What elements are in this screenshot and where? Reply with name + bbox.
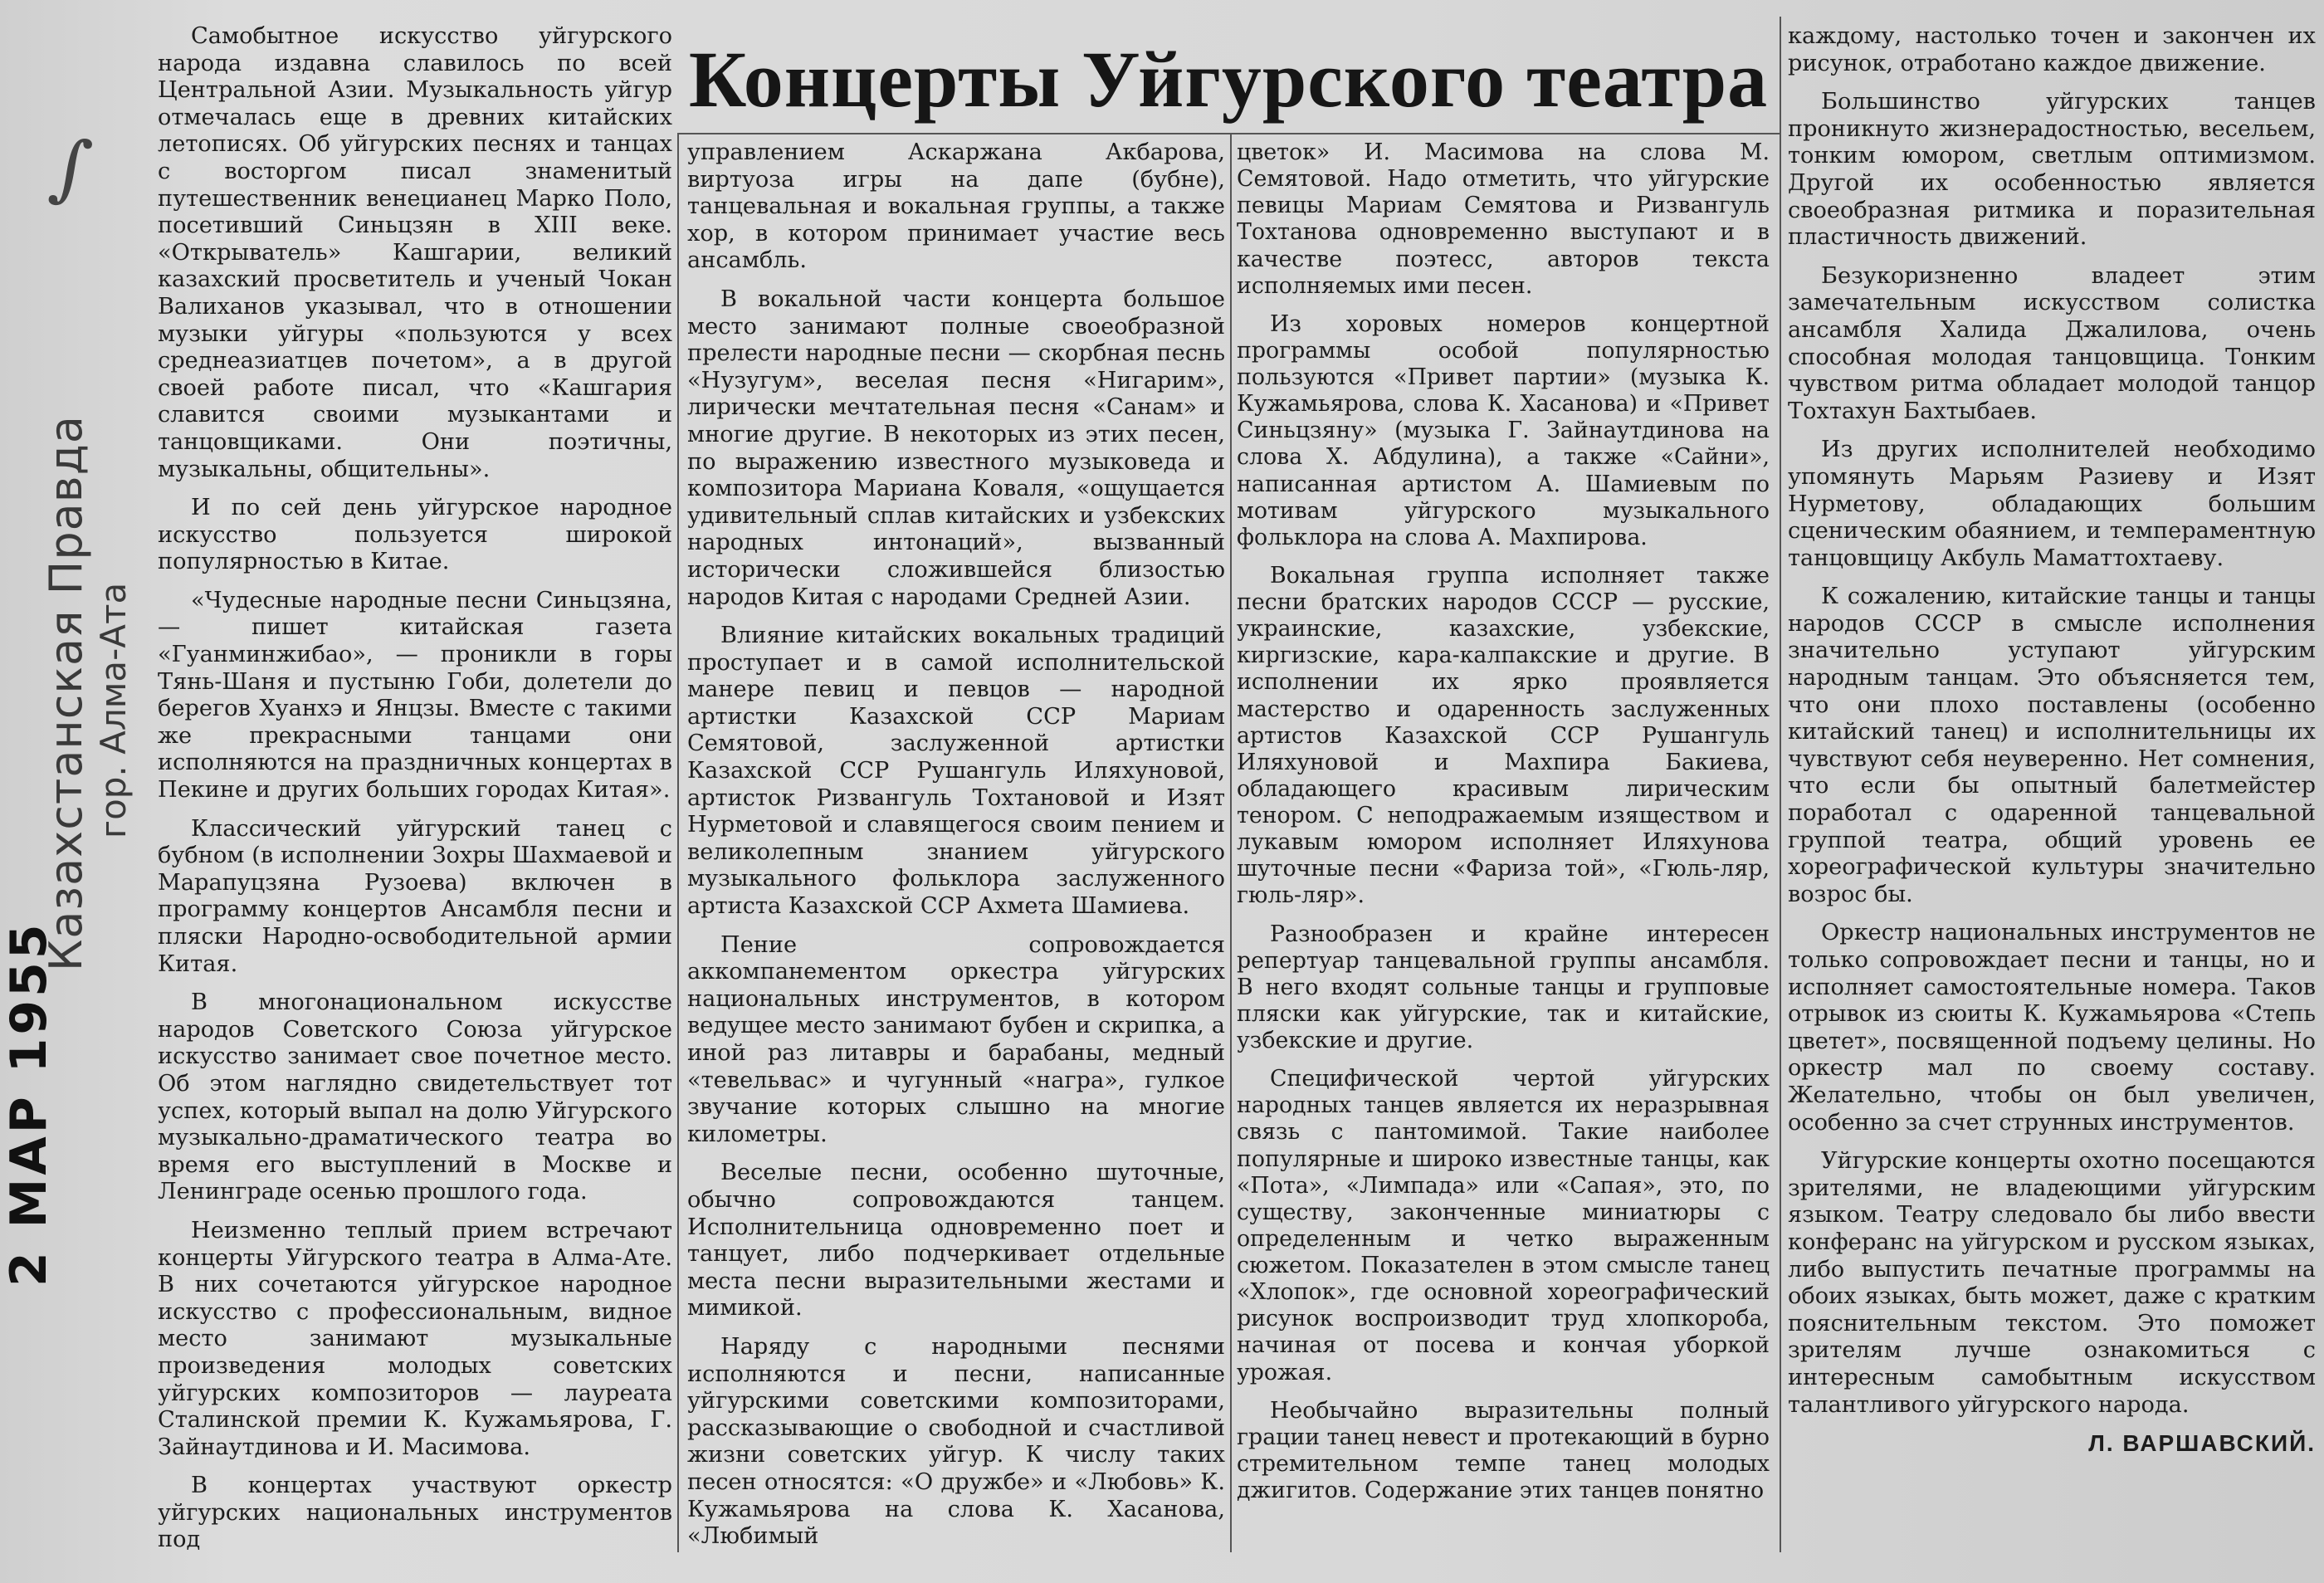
source-city: гор. Алма-Ата bbox=[93, 582, 134, 838]
paragraph: Необычайно выразительны полный грации танец невест и протекающий в бурно стремительном темпе танец молодых джигитов. Содержание этих танцев понятно bbox=[1237, 1397, 1770, 1503]
paragraph: Из хоровых номеров концертной программы особой популярностью пользуются «Привет партии» (музыка К. Кужамьярова, слова К. Хасанова) и «Привет Синьцзяну» (музыка Г. Зайнаутдинова на слова Х. Абдулина), а также «Сайни», написанная артистом А. Шамиевым по мотивам уйгурского музыкального фольклора на слова А. Махпирова. bbox=[1237, 310, 1770, 550]
paragraph: Вокальная группа исполняет также песни братских народов СССР — русские, украинские, казахские, узбекские, киргизские, кара-калпакские и другие. В исполнении их ярко проявляется мастерство и одаренность заслуженных артистов Казахской ССР Рушангуль Иляхуновой и Махпира Бакиева, обладающего красивым лирическим тенором. С неподражаемым изяществом и лукавым юмором исполняет Иляхунова шуточные песни «Фариза той», «Гюль-ляр, гюль-ляр». bbox=[1237, 562, 1770, 909]
paragraph: Оркестр национальных инструментов не только сопровождает песни и танцы, но и исполняет самостоятельные номера. Таков отрывок из сюиты К. Кужамьярова «Степь цветет», посвященной подъему целины. Но оркестр мал по своему составу. Желательно, чтобы он был увеличен, особенно за счет струнных инструментов. bbox=[1788, 920, 2316, 1136]
paragraph: Классический уйгурский танец с бубном (в исполнении Зохры Шахмаевой и Марапуцзяна Рузоева) включен в программу концертов Ансамбля песни и пляски Народно-освободительной армии Китая. bbox=[158, 815, 672, 977]
pencil-mark: ∫ bbox=[45, 122, 96, 214]
article-title: Концерты Уйгурского театра bbox=[688, 35, 1769, 124]
paragraph: В концертах участвуют оркестр уйгурских национальных инструментов под bbox=[158, 1473, 672, 1553]
paragraph: Веселые песни, особенно шуточные, обычно сопровождаются танцем. Исполнительница одновременно поет и танцует, либо подчеркивает отдельные места песни выразительными жестами и мимикой. bbox=[687, 1160, 1225, 1322]
paragraph: Разнообразен и крайне интересен репертуар танцевальной группы ансамбля. В него входят сольные танцы и групповые пляски как уйгурские, так и китайские, узбекские и другие. bbox=[1237, 921, 1770, 1053]
paragraph: «Чудесные народные песни Синьцзяна, — пишет китайская газета «Гуанминжибао», — проникли в горы Тянь-Шаня и пустыню Гоби, долетели до берегов Хуанхэ и Янцзы. Вместе с такими же прекрасными танцами они исполняются на праздничных концертах в Пекине и других больших городах Китая». bbox=[158, 587, 672, 804]
paragraph: И по сей день уйгурское народное искусство пользуется широкой популярностью в Китае. bbox=[158, 495, 672, 575]
article-column-4 bbox=[1788, 23, 2316, 1458]
paragraph: цветок» И. Масимова на слова М. Семятовой. Надо отметить, что уйгурские певицы Мариам Семятова и Ризвангуль Тохтанова одновременно выступают и в качестве поэтесс, авторов текста исполняемых ими песен. bbox=[1237, 139, 1770, 299]
column-divider bbox=[1780, 17, 1781, 1552]
paragraph: каждому, настолько точен и закончен их рисунок, отработано каждое движение. bbox=[1788, 23, 2316, 76]
column-divider bbox=[1230, 133, 1232, 1552]
source-newspaper-name: Казахстанская Правда bbox=[40, 414, 92, 971]
paragraph: Безукоризненно владеет этим замечательным искусством солистка ансамбля Халида Джалилова, очень способная молодая танцовщица. Тонким чувством ритма обладает молодой танцор Тохтахун Бахтыбаев. bbox=[1788, 262, 2316, 424]
paragraph: Специфической чертой уйгурских народных танцев является их неразрывная связь с пантомимой. Такие наиболее популярные и широко известные танцы, как «Пота», «Лимпада» или «Сапая», это, по существу, законченные миниатюры с определенным и четко выраженным сюжетом. Показателен в этом смысле танец «Хлопок», где основной хореографический рисунок воспроизводит труд хлопкороба, начиная от посева и кончая уборкой урожая. bbox=[1237, 1066, 1770, 1385]
article-column-3 bbox=[1237, 139, 1770, 1516]
paragraph: Наряду с народными песнями исполняются и песни, написанные уйгурскими советскими композиторами, рассказывающие о свободной и счастливой жизни советских уйгур. К числу таких песен относятся: «О дружбе» и «Любовь» К. Кужамьярова на слова К. Хасанова, «Любимый bbox=[687, 1333, 1225, 1550]
date-stamp: 2 МАР 1955 bbox=[0, 921, 58, 1287]
paragraph: управлением Аскаржана Акбарова, виртуоза игры на дапе (бубне), танцевальная и вокальная группы, а также хор, в котором принимает участие весь ансамбль. bbox=[687, 139, 1225, 274]
paragraph: Большинство уйгурских танцев проникнуто жизнерадостностью, весельем, тонким юмором, светлым оптимизмом. Другой их особенностью является своеобразная ритмика и поразительная пластичность движений. bbox=[1788, 89, 2316, 251]
article-column-1 bbox=[158, 23, 672, 1566]
paragraph: Пение сопровождается аккомпанементом оркестра уйгурских национальных инструментов, в котором ведущее место занимают бубен и скрипка, а иной раз литавры и барабаны, медный «тевельвас» и чугунный «награ», гулкое звучание которых слышно на многие километры. bbox=[687, 931, 1225, 1147]
paragraph: Самобытное искусство уйгурского народа издавна славилось по всей Центральной Азии. Музыкальность уйгур отмечалась еще в древних китайских летописях. Об уйгурских песнях и танцах с восторгом писал знаменитый путешественник венецианец Марко Поло, посетивший Синьцзян в XIII веке. «Открыватель» Кашгарии, великий казахский просветитель и ученый Чокан Валиханов указывал, что в отношении музыки уйгуры «пользуются у всех среднеазиатцев почетом», а в другой своей работе писал, что «Кашгария славится своими музыкантами и танцовщиками. Они поэтичны, музыкальны, общительны». bbox=[158, 23, 672, 482]
article-column-2 bbox=[687, 139, 1225, 1562]
paragraph: В вокальной части концерта большое место занимают полные своеобразной прелести народные песни — скорбная песнь «Нузугум», веселая песня «Нигарим», лирически мечтательная песня «Санам» и многие другие. В некоторых из этих песен, по выражению известного музыковеда и композитора Мариана Коваля, «ощущается удивительный сплав китайских и узбекских народных интонаций», вызванный исторически сложившейся близостью народов Китая с народами Средней Азии. bbox=[687, 286, 1225, 610]
paragraph: В многонациональном искусстве народов Советского Союза уйгурское искусство занимает свое почетное место. Об этом наглядно свидетельствует тот успех, который выпал на долю Уйгурского музыкально-драматического театра во время его выступлений в Москве и Ленинграде осенью прошлого года. bbox=[158, 989, 672, 1205]
paragraph: Уйгурские концерты охотно посещаются зрителями, не владеющими уйгурским языком. Театру следовало бы либо ввести конферанс на уйгурском и русском языках, либо выпустить печатные программы на обоих языках, быть может, даже с кратким пояснительным текстом. Это поможет зрителям лучше ознакомиться с интересным самобытным искусством талантливого уйгурского народа. bbox=[1788, 1148, 2316, 1418]
column-divider bbox=[677, 133, 679, 1552]
paragraph: Неизменно теплый прием встречают концерты Уйгурского театра в Алма-Ате. В них сочетаются уйгурское народное искусство с профессиональным, видное место занимают музыкальные произведения молодых советских уйгурских композиторов — лауреата Сталинской премии К. Кужамьярова, Г. Зайнаутдинова и И. Масимова. bbox=[158, 1217, 672, 1460]
title-underline bbox=[679, 133, 1780, 134]
author-signature: Л. ВАРШАВСКИЙ. bbox=[2088, 1430, 2316, 1457]
paragraph: Влияние китайских вокальных традиций проступает и в самой исполнительской манере певиц и певцов — народной артистки Казахской ССР Мариам Семятовой, заслуженной артистки Казахской ССР Рушангуль Иляхуновой, артисток Ризвангуль Тохтановой и Изят Нурметовой и славящегося своим пением и великолепным знанием уйгурского музыкального фольклора заслуженного артиста Казахской ССР Ахмета Шамиева. bbox=[687, 623, 1225, 920]
paragraph: К сожалению, китайские танцы и танцы народов СССР в смысле исполнения значительно уступают уйгурским народным танцам. Это объясняется тем, что они плохо поставлены (особенно китайский танец) и исполнительницы их чувствуют себя неуверенно. Нет сомнения, что если бы опытный балетмейстер поработал с одаренной танцевальной группой театра, общий уровень ее хореографической культуры значительно возрос бы. bbox=[1788, 584, 2316, 907]
paragraph: Из других исполнителей необходимо упомянуть Марьям Разиеву и Изят Нурметову, обладающих большим сценическим обаянием, и темпераментную танцовщицу Акбуль Маматтохтаеву. bbox=[1788, 437, 2316, 571]
